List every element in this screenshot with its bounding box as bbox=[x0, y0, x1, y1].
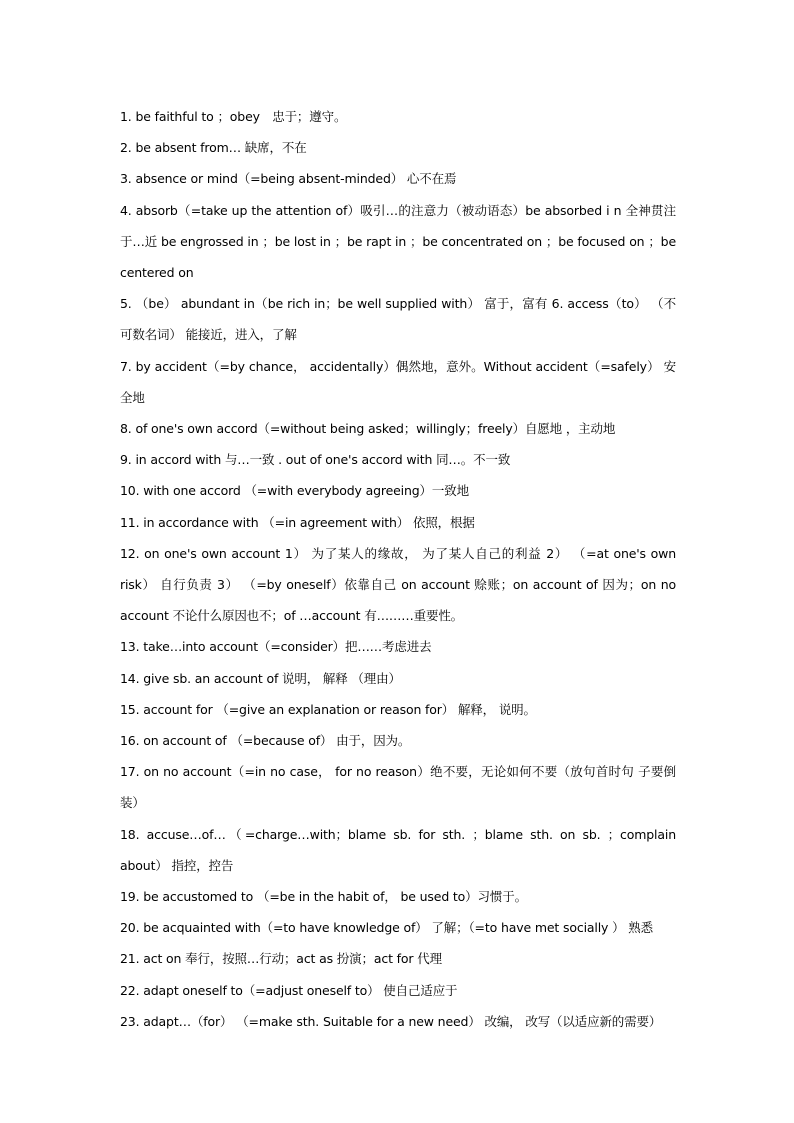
entry-21: 21. act on 奉行，按照…行动；act as 扮演；act for 代理 bbox=[120, 951, 442, 967]
entry-11: 11. in accordance with （=in agreement with） 依照，根据 bbox=[120, 514, 475, 530]
entry-19: 19. be accustomed to （=be in the habit of， be used to）习惯于。 bbox=[120, 889, 527, 905]
entry-1: 1. be faithful to ；obey 忠于；遵守。 bbox=[120, 109, 347, 124]
entry-5: 5. （be） abundant in（be rich in；be well supplied with） 富于，富有 6. access（to） （不可数名词） 能接近，进入，了解 bbox=[120, 296, 676, 343]
entry-17: 17. on no account（=in no case， for no reason）绝不要，无论如何不要（放句首时句 子要倒装） bbox=[120, 764, 676, 811]
entry-3: 3. absence or mind（=being absent-minded） 心不在焉 bbox=[120, 171, 457, 187]
entry-23: 23. adapt…（for） （=make sth. Suitable for a new need） 改编， 改写（以适应新的需要） bbox=[120, 1013, 662, 1029]
entry-2: 2. be absent from… 缺席，不在 bbox=[120, 140, 307, 156]
entry-16: 16. on account of （=because of） 由于，因为。 bbox=[120, 733, 411, 749]
entry-12: 12. on one's own account 1） 为了某人的缘故， 为了某人自己的利益 2） （=at one's own risk） 自行负责 3） （=by oneself）依靠自己 on account 赊账；on account of 因为；on no account 不论什么原因也不；of …account 有………重要性。 bbox=[120, 545, 676, 624]
document-body bbox=[120, 101, 676, 1037]
entry-20: 20. be acquainted with（=to have knowledge of） 了解；（=to have met socially ） 熟悉 bbox=[120, 920, 653, 936]
entry-7: 7. by accident（=by chance， accidentally）偶然地，意外。Without accident（=safely） 安全地 bbox=[120, 358, 676, 405]
entry-10: 10. with one accord （=with everybody agreeing）一致地 bbox=[120, 483, 469, 499]
entry-4: 4. absorb（=take up the attention of）吸引…的注意力（被动语态）be absorbed i n 全神贯注于…近 be engrossed in ；be lost in ；be rapt in ；be concentrated on ；be focused on ；be centered on bbox=[120, 202, 676, 281]
entry-13: 13. take…into account（=consider）把……考虑进去 bbox=[120, 639, 432, 655]
entry-15: 15. account for （=give an explanation or reason for） 解释， 说明。 bbox=[120, 701, 536, 717]
entry-9: 9. in accord with 与…一致 . out of one's accord with 同…。不一致 bbox=[120, 452, 511, 468]
entry-18: 18. accuse…of…（=charge…with；blame sb. for sth. ；blame sth. on sb. ；complain about） 指控，控告 bbox=[120, 826, 676, 873]
entry-8: 8. of one's own accord（=without being asked；willingly；freely）自愿地 ，主动地 bbox=[120, 421, 616, 437]
entry-22: 22. adapt oneself to（=adjust oneself to） 使自己适应于 bbox=[120, 982, 458, 998]
entry-14: 14. give sb. an account of 说明， 解释 （理由） bbox=[120, 670, 401, 686]
